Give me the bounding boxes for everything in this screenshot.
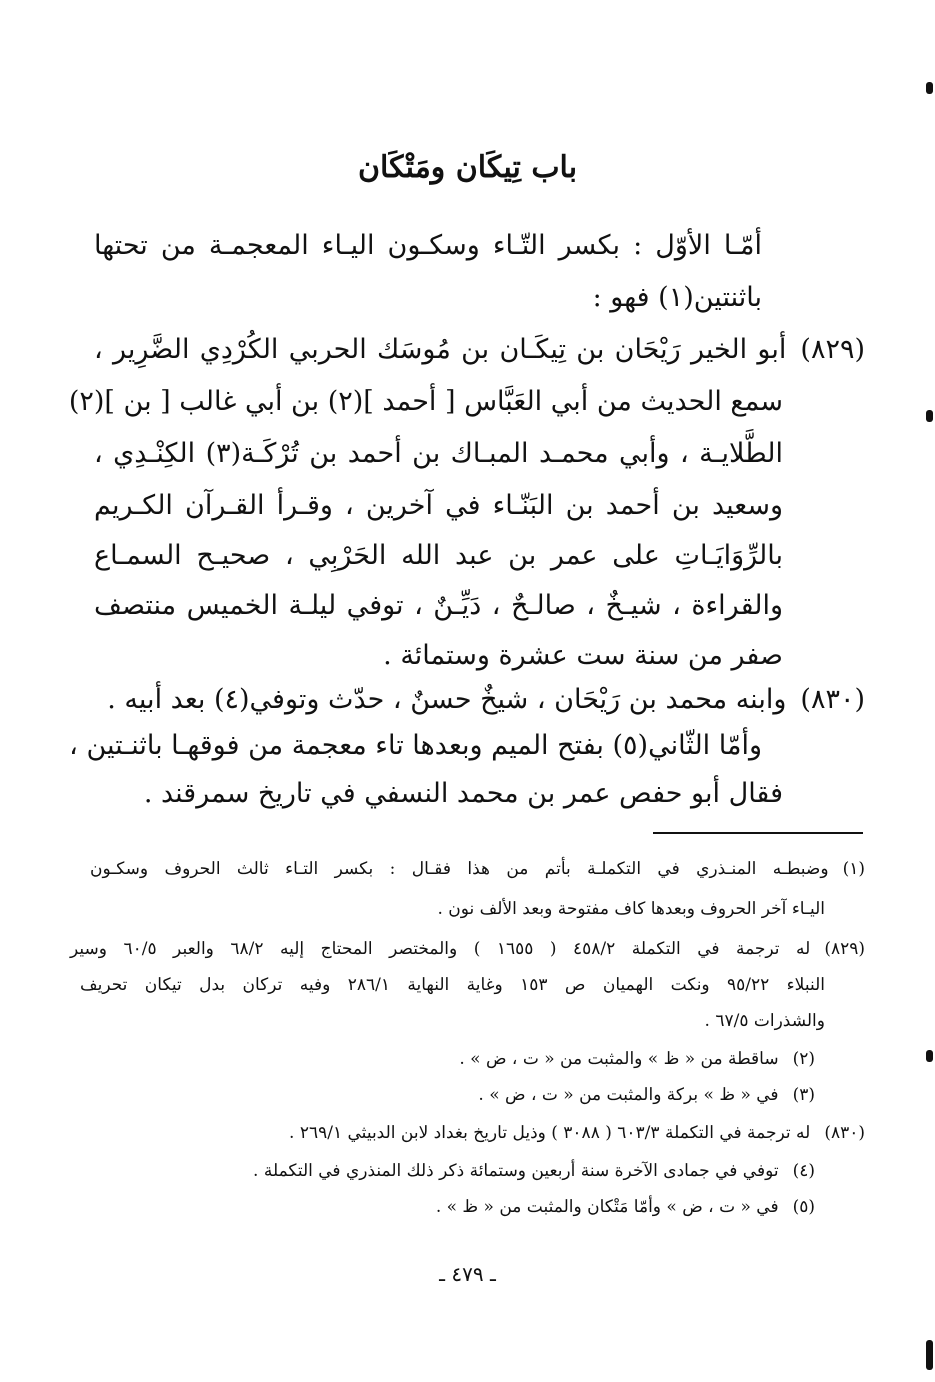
footnote-line (70, 934, 865, 964)
page-number: ـ ٤٧٩ ـ (439, 1262, 496, 1286)
footnote-number: (٤) (792, 1161, 815, 1181)
footnote-text: وضبطـه المنـذري في التكملـة بأتم من هذا فقـال : بكسر التـاء ثالث الحروف وسكـون (90, 859, 829, 879)
footnote-line: والشذرات ٦٧/٥ . (704, 1011, 825, 1031)
footnote-number: (٨٢٩) (824, 939, 866, 959)
entry-829-line: صفر من سنة ست عشرة وستمائة . (383, 640, 783, 671)
chapter-heading: باب تِيكَان ومَتْكَان (357, 150, 578, 185)
scan-mark (926, 410, 933, 422)
entry-number: (٨٢٩) (800, 334, 865, 365)
body-line: باثنتين(١) فهو : (592, 282, 762, 313)
footnote-line (70, 1118, 865, 1148)
footnote-line (115, 1156, 815, 1186)
footnote-line (115, 1080, 815, 1110)
entry-829-line: بالرِّوَايَـاتِ على عمر بن عبد الله الحَرْبِي ، صحيـح السمـاع (94, 540, 783, 571)
body-line: فقال أبو حفص عمر بن محمد النسفي في تاريخ سمرقند . (143, 778, 783, 809)
footnote-number: (١) (842, 859, 865, 879)
entry-829-line: وسعيد بن أحمد بن البَنّـاء في آخرين ، وقـرأ القـرآن الكـريم (94, 490, 783, 521)
footnote-text: في « ت ، ض » وأمّا مَتْكان والمثبت من « ظ » . (435, 1197, 779, 1217)
footnote-number: (٥) (792, 1197, 815, 1217)
footnote-text: له ترجمة في التكملة ٦٠٣/٣ ( ٣٠٨٨ ) وذيل تاريخ بغداد لابن الدبيثي ٢٦٩/١ . (289, 1123, 811, 1143)
scan-mark (926, 1050, 933, 1062)
entry-829-line: الطَّلايـة ، وأبي محمـد المبـاك بن أحمد بن تُرْكَـة(٣) الكِنْـدِي ، (94, 438, 784, 469)
footnote-line (90, 854, 865, 884)
body-line: وأمّا الثّاني(٥) بفتح الميم وبعدها تاء معجمة من فوقهـا باثنـتين ، (69, 730, 762, 761)
entry-text: أبو الخير رَيْحَان بن تِيكَـان بن مُوسَك الحربي الكُرْدِي الضَّرِير ، (94, 334, 787, 365)
entry-829-line: والقراءة ، شيـخٌ ، صالـحٌ ، دَيِّـنٌ ، توفي ليلـة الخميس منتصف (94, 590, 783, 621)
body-line: أمّـا الأوّل : بكسر التّـاء وسكـون اليـاء المعجمـة من تحتها (94, 230, 762, 261)
footnote-separator (653, 832, 863, 834)
entry-text: وابنه محمد بن رَيْحَان ، شيخٌ حسنٌ ، حدّث وتوفي(٤) بعد أبيه . (107, 684, 787, 715)
footnote-number: (٢) (792, 1049, 815, 1069)
scan-mark (926, 82, 933, 94)
footnote-text: له ترجمة في التكملة ٤٥٨/٢ ( ١٦٥٥ ) والمختصر المحتاج إليه ٦٨/٢ والعبر ٦٠/٥ وسير (70, 939, 811, 959)
entry-number: (٨٣٠) (800, 684, 865, 715)
footnote-number: (٣) (792, 1085, 815, 1105)
entry-829-line (94, 330, 865, 370)
entry-829-line: سمع الحديث من أبي العَبَّاس [ أحمد ](٢) بن أبي غالب [ بن ](٢) (68, 386, 783, 417)
footnote-line (115, 1044, 815, 1074)
footnote-line: اليـاء آخر الحروف وبعدها كاف مفتوحة وبعد الألف نون . (437, 899, 825, 919)
footnote-text: توفي في جمادى الآخرة سنة أربعين وستمائة ذكر ذلك المنذري في التكملة . (253, 1161, 779, 1181)
footnote-line: النبلاء ٩٥/٢٢ ونكت الهميان ص ١٥٣ وغاية النهاية ٢٨٦/١ وفيه تركان بدل تيكان تحريف (80, 975, 825, 995)
footnote-number: (٨٣٠) (824, 1123, 865, 1143)
scan-mark (926, 1340, 933, 1370)
footnote-line (115, 1192, 815, 1222)
footnote-text: ساقطة من « ظ » والمثبت من « ت ، ض » . (459, 1049, 779, 1069)
footnote-text: في « ظ » بركة والمثبت من « ت ، ض » . (478, 1085, 779, 1105)
entry-830-line (94, 680, 865, 720)
